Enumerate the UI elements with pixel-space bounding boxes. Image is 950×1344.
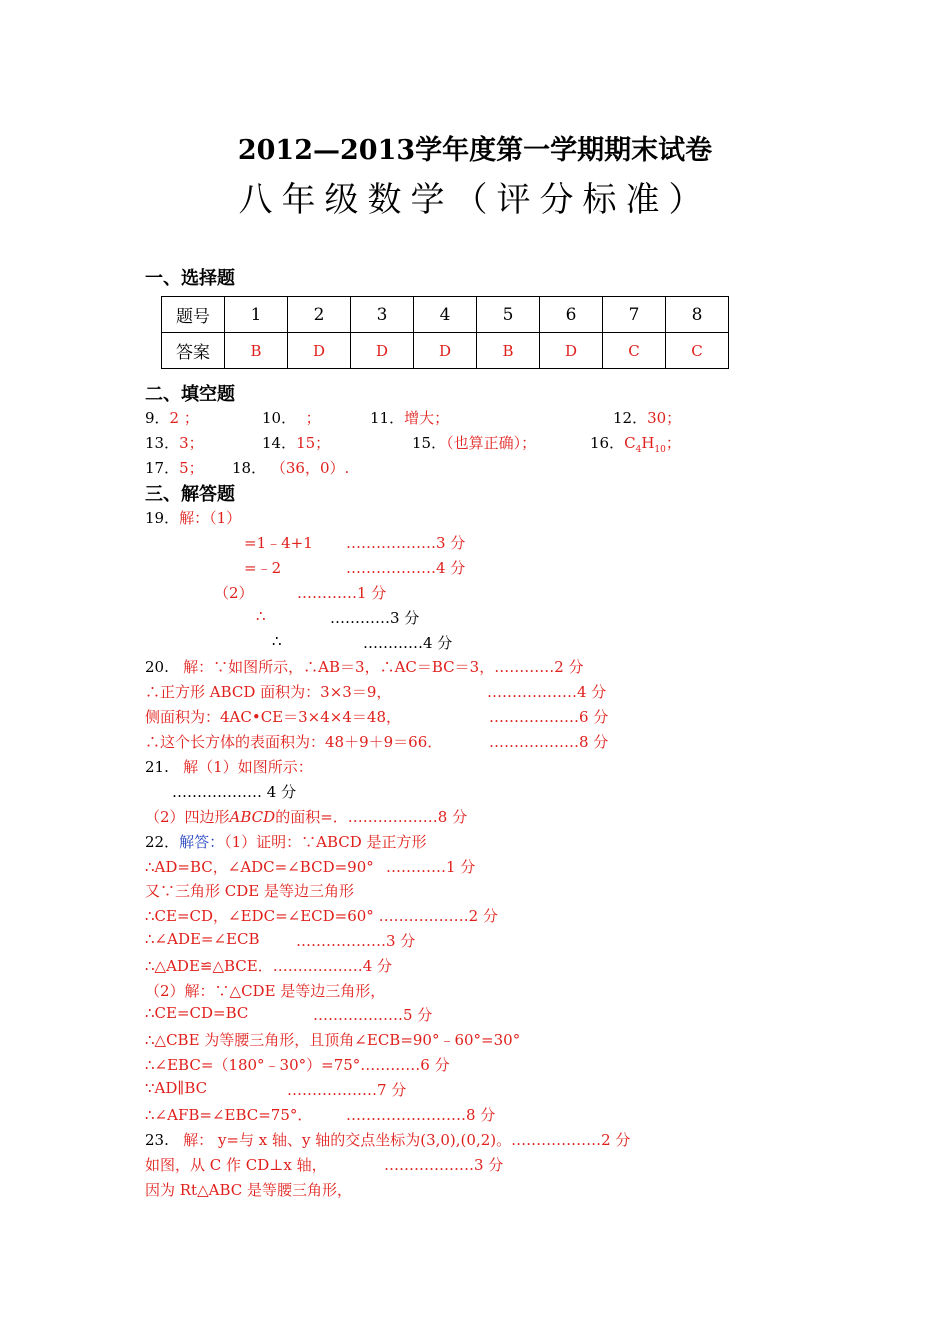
question-number-cell: 5 xyxy=(477,297,540,333)
question-number: 9． xyxy=(145,409,170,427)
section-heading-choice: 一、选择题 xyxy=(145,268,235,289)
fill-item-17 xyxy=(145,457,204,478)
answer-text: 3； xyxy=(179,434,204,452)
answer-table xyxy=(161,296,729,369)
q20-line xyxy=(145,656,584,677)
q22-line: ∴△ADE≌△BCE．………………4 分 xyxy=(145,957,393,975)
q22-line: ∴∠EBC=（180°﹣30°）=75°…………6 分 xyxy=(145,1056,450,1074)
answer-text: （也算正确）； xyxy=(446,434,537,452)
q22-line: ∴△CBE 为等腰三角形，且顶角∠ECB=90°﹣60°=30° xyxy=(145,1031,521,1049)
answer-cell: D xyxy=(288,333,351,369)
answer-text: 30； xyxy=(647,409,682,427)
q20-line: ∴正方形 ABCD 面积为：3×3＝9， xyxy=(145,683,392,701)
formula-subscript: 4 xyxy=(635,445,642,455)
question-number: 21. xyxy=(145,758,169,776)
answer-cell: C xyxy=(666,333,729,369)
question-number: 16． xyxy=(590,434,625,452)
exam-subtitle: 八年级数学（评分标准） xyxy=(238,180,712,220)
q22-line: ∴∠AFB=∠EBC=75°． xyxy=(145,1106,313,1124)
q22-line: ∵AD∥BC xyxy=(145,1079,208,1097)
q19-header xyxy=(145,507,241,528)
answer-cell: D xyxy=(540,333,603,369)
score-marker: …………1 分 xyxy=(386,858,476,876)
answer-text: （36，0）. xyxy=(270,459,350,477)
question-number-cell: 2 xyxy=(288,297,351,333)
score-marker: ………………4 分 xyxy=(346,559,466,577)
q19-step: ∴ xyxy=(272,632,282,650)
question-number: 15． xyxy=(412,434,447,452)
fill-item-13 xyxy=(145,432,204,453)
solution-head: 解：（1） xyxy=(179,509,242,527)
question-number-cell: 3 xyxy=(351,297,414,333)
q19-step: =﹣2 xyxy=(244,559,282,577)
score-marker: ………………4 分 xyxy=(487,683,607,701)
answer-text: 增大； xyxy=(404,409,450,427)
exam-title: 2012—2013学年度第一学期期末试卷 xyxy=(237,135,713,166)
q19-step: =1﹣4+1 xyxy=(244,534,313,552)
answer-cell: D xyxy=(414,333,477,369)
q21-line xyxy=(145,756,313,777)
section-heading-fill: 二、填空题 xyxy=(145,384,235,405)
fill-item-11 xyxy=(370,407,449,428)
score-marker: ……………… 4 分 xyxy=(172,783,297,801)
answer-cell: D xyxy=(351,333,414,369)
question-number: 17． xyxy=(145,459,180,477)
question-number: 14． xyxy=(262,434,297,452)
solution-text: （2）四边形 xyxy=(145,808,230,826)
fill-item-9 xyxy=(145,407,199,428)
q22-line: ∴CE=CD=BC xyxy=(145,1004,249,1022)
question-number: 19． xyxy=(145,509,180,527)
solution-text: 解：∵如图所示，∴AB＝3，∴AC＝BC＝3，…………2 分 xyxy=(183,658,584,676)
formula-subscript: 10 xyxy=(654,445,666,455)
table-row xyxy=(162,297,729,333)
fill-item-18 xyxy=(232,457,349,478)
fill-item-12 xyxy=(613,407,681,428)
fill-item-16 xyxy=(590,432,681,455)
score-marker: ……………………8 分 xyxy=(346,1106,496,1124)
solution-text: 解： y=与 x 轴、y 轴的交点坐标为(3,0),(0,2)。………………2 分 xyxy=(183,1131,631,1149)
formula-part: H xyxy=(641,434,655,452)
formula-part: ； xyxy=(665,434,681,452)
answer-cell: B xyxy=(477,333,540,369)
q22-line xyxy=(145,831,427,852)
q19-step: ∴ xyxy=(256,607,266,625)
solution-text: （1）证明：∵ABCD 是正方形 xyxy=(224,833,427,851)
score-marker: ………………5 分 xyxy=(313,1006,433,1024)
answer-text: 15； xyxy=(296,434,331,452)
fill-item-15 xyxy=(412,432,536,453)
question-number-cell: 6 xyxy=(540,297,603,333)
score-marker: …………4 分 xyxy=(363,634,453,652)
q23-line xyxy=(145,1129,630,1150)
q22-line: ∴AD=BC，∠ADC=∠BCD=90° xyxy=(145,858,374,876)
q23-line: 如图，从 C 作 CD⊥x 轴， xyxy=(145,1156,327,1174)
q20-line: 侧面积为：4AC•CE＝3×4×4＝48， xyxy=(145,708,401,726)
score-marker: ………………8 分 xyxy=(489,733,609,751)
q22-line: ∴∠ADE=∠ECB xyxy=(145,930,260,948)
q21-line xyxy=(145,806,467,827)
quadrilateral-name: ABCD xyxy=(229,808,276,826)
question-number: 22． xyxy=(145,833,180,851)
solution-text: 的面积=．………………8 分 xyxy=(275,808,468,826)
question-number-cell: 1 xyxy=(225,297,288,333)
answer-cell: B xyxy=(225,333,288,369)
score-marker: ………………3 分 xyxy=(384,1156,504,1174)
solution-text: 解（1）如图所示： xyxy=(183,758,313,776)
fill-item-14 xyxy=(262,432,330,453)
score-marker: ………………6 分 xyxy=(489,708,609,726)
question-number: 20. xyxy=(145,658,169,676)
answer-text: ； xyxy=(305,409,321,427)
question-number-cell: 7 xyxy=(603,297,666,333)
question-number-cell: 4 xyxy=(414,297,477,333)
q22-line: ∴CE=CD，∠EDC=∠ECD=60° ………………2 分 xyxy=(145,907,498,925)
q22-line: （2）解：∵△CDE 是等边三角形， xyxy=(145,982,386,1000)
formula-part: C xyxy=(624,434,636,452)
question-number-cell: 8 xyxy=(666,297,729,333)
answer-formula xyxy=(624,434,681,455)
answer-cell: C xyxy=(603,333,666,369)
question-number: 18． xyxy=(232,459,267,477)
q23-line: 因为 Rt△ABC 是等腰三角形， xyxy=(145,1181,353,1199)
answer-text: 5； xyxy=(179,459,204,477)
answer-text: 2 ； xyxy=(169,409,199,427)
score-marker: ………………3 分 xyxy=(296,932,416,950)
solution-head: 解答： xyxy=(179,833,225,851)
score-marker: ………………7 分 xyxy=(287,1081,407,1099)
score-marker: …………1 分 xyxy=(297,584,387,602)
fill-item-10 xyxy=(262,407,321,428)
question-number: 13． xyxy=(145,434,180,452)
score-marker: ………………3 分 xyxy=(346,534,466,552)
section-heading-solve: 三、解答题 xyxy=(145,484,235,505)
question-number: 12． xyxy=(613,409,648,427)
table-row xyxy=(162,333,729,369)
q22-line: 又∵三角形 CDE 是等边三角形 xyxy=(145,882,354,900)
table-header-cell: 答案 xyxy=(162,333,225,369)
q19-step: （2） xyxy=(214,584,254,602)
question-number: 23. xyxy=(145,1131,169,1149)
question-number: 11． xyxy=(370,409,405,427)
table-header-cell: 题号 xyxy=(162,297,225,333)
score-marker: …………3 分 xyxy=(330,609,420,627)
question-number: 10． xyxy=(262,409,297,427)
q20-line: ∴这个长方体的表面积为：48＋9＋9＝66． xyxy=(145,733,443,751)
